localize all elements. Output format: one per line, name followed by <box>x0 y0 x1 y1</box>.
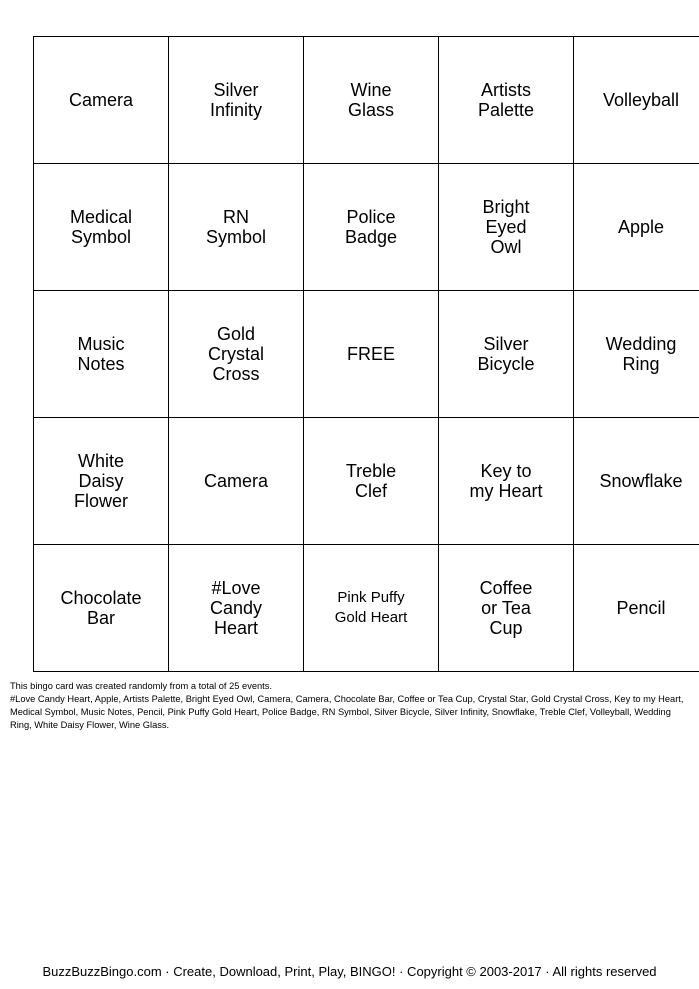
bingo-cell-label: Volleyball <box>602 90 680 110</box>
bingo-cell-label: Pink Puffy Gold Heart <box>334 589 408 626</box>
bingo-free-cell <box>304 291 439 418</box>
bingo-cell-label: Medical Symbol <box>69 207 133 247</box>
bingo-cell <box>439 545 574 672</box>
bingo-cell <box>34 164 169 291</box>
bingo-cell-label: Silver Bicycle <box>477 334 535 374</box>
notes-intro: This bingo card was created randomly from a total of 25 events. <box>10 681 272 691</box>
bingo-row <box>34 164 699 291</box>
bingo-cell <box>574 37 699 164</box>
bingo-cell-label: Gold Crystal Cross <box>207 324 264 384</box>
bingo-cell-label: Bright Eyed Owl <box>482 197 530 257</box>
bingo-cell <box>304 545 439 672</box>
bingo-cell-label: #Love Candy Heart <box>209 578 263 638</box>
bingo-cell <box>169 164 304 291</box>
bingo-cell-label: RN Symbol <box>205 207 267 247</box>
bingo-cell-label: Camera <box>68 90 134 110</box>
bingo-row <box>34 545 699 672</box>
bingo-cell <box>439 37 574 164</box>
bingo-cell <box>574 545 699 672</box>
bingo-cell-label: Treble Clef <box>345 461 397 501</box>
card-notes <box>10 680 692 732</box>
page-footer: BuzzBuzzBingo.com · Create, Download, Print, Play, BINGO! · Copyright © 2003-2017 · All rights reserved <box>42 964 657 979</box>
bingo-cell-label: Wine Glass <box>347 80 394 120</box>
bingo-cell-label: Coffee or Tea Cup <box>479 578 533 638</box>
bingo-cell <box>169 291 304 418</box>
bingo-cell <box>34 418 169 545</box>
bingo-cell <box>169 418 304 545</box>
bingo-card-grid <box>33 36 699 672</box>
bingo-cell <box>439 418 574 545</box>
bingo-cell-label: White Daisy Flower <box>73 451 128 511</box>
bingo-cell <box>574 291 699 418</box>
bingo-cell-label: Apple <box>617 217 665 237</box>
bingo-cell <box>304 164 439 291</box>
bingo-row <box>34 37 699 164</box>
bingo-cell-label: Chocolate Bar <box>60 588 142 628</box>
bingo-row <box>34 291 699 418</box>
bingo-cell-label: Music Notes <box>77 334 125 374</box>
bingo-cell <box>34 545 169 672</box>
bingo-cell <box>169 545 304 672</box>
bingo-cell <box>34 291 169 418</box>
bingo-row <box>34 418 699 545</box>
bingo-cell-label: FREE <box>346 344 395 364</box>
bingo-cell <box>304 418 439 545</box>
bingo-cell-label: Key to my Heart <box>469 461 543 501</box>
bingo-cell-label: Police Badge <box>344 207 398 247</box>
bingo-cell <box>574 418 699 545</box>
bingo-cell <box>34 37 169 164</box>
bingo-cell-label: Pencil <box>616 598 666 618</box>
notes-event-list: #Love Candy Heart, Apple, Artists Palette, Bright Eyed Owl, Camera, Camera, Chocolate Bar, Coffee or Tea Cup, Crystal Star, Gold Crystal Cross, Key to my Heart, Medical Symbol, Music Notes, Pencil, Pink Puffy Gold Heart, Police Badge, RN Symbol, Silver Bicycle, Silver Infinity, Snowflake, Treble Clef, Volleyball, Wedding Ring, White Daisy Flower, Wine Glass. <box>10 694 684 730</box>
bingo-cell <box>304 37 439 164</box>
bingo-cell <box>439 164 574 291</box>
bingo-cell-label: Camera <box>203 471 269 491</box>
bingo-cell <box>574 164 699 291</box>
bingo-cell <box>439 291 574 418</box>
bingo-cell-label: Snowflake <box>599 471 683 491</box>
bingo-cell-label: Artists Palette <box>477 80 535 120</box>
bingo-cell <box>169 37 304 164</box>
bingo-cell-label: Wedding Ring <box>605 334 677 374</box>
bingo-cell-label: Silver Infinity <box>209 80 263 120</box>
